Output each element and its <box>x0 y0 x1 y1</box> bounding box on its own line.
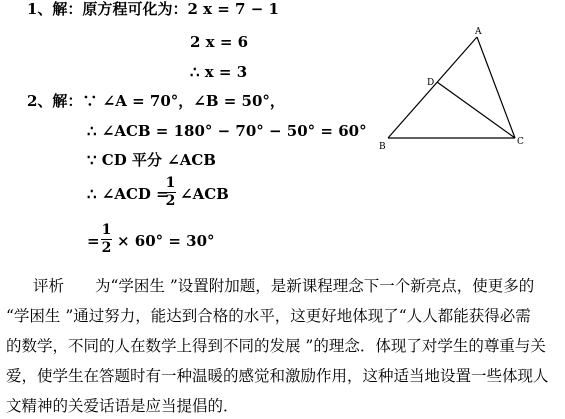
acd-equation-suffix: ∠ACB <box>180 185 229 203</box>
solution-1-line-1: 1、解：原方程可化为：2 x = 7 − 1 <box>27 0 279 18</box>
result-equation-prefix: = <box>87 232 100 250</box>
solution-1-line-2: 2 x = 6 <box>190 33 249 51</box>
vertex-label-c: C <box>517 137 524 147</box>
commentary-line-1: 评析 为“学困生 ”设置附加题，是新课程理念下一个新亮点，使更多的 <box>33 277 535 295</box>
fraction-numerator: 1 <box>165 175 176 191</box>
point-label-d: D <box>427 78 435 88</box>
solution-2-line-1: 2、解：∵ ∠A = 70°，∠B = 50°， <box>27 92 285 110</box>
triangle-figure <box>375 22 545 157</box>
fraction-denominator: 2 <box>101 240 112 256</box>
fraction-denominator: 2 <box>165 193 176 209</box>
fraction-numerator: 1 <box>101 222 112 238</box>
commentary-line-2: “学困生 ”通过努力，能达到合格的水平，这更好地体现了“人人都能获得必需 <box>6 307 531 325</box>
side-ca <box>477 37 515 138</box>
commentary-line-3: 的数学，不同的人在数学上得到不同的发展 ”的理念．体现了对学生的尊重与关 <box>6 337 546 355</box>
solution-2-line-2: ∴ ∠ACB = 180° − 70° − 50° = 60° <box>87 122 367 140</box>
vertex-label-a: A <box>475 27 482 37</box>
commentary-line-5: 文精神的关爱话语是应当提倡的． <box>6 397 239 415</box>
solution-2-line-3: ∵ CD 平分 ∠ACB <box>87 151 216 169</box>
result-equation-suffix: × 60° = 30° <box>117 232 215 250</box>
acd-equation-prefix: ∴ ∠ACD = <box>87 185 169 203</box>
vertex-label-b: B <box>379 142 386 152</box>
fraction-one-half <box>101 223 112 256</box>
bisector-cd <box>437 82 515 138</box>
fraction-one-half <box>165 176 176 209</box>
commentary-line-4: 爱，使学生在答题时有一种温暖的感觉和激励作用，这种适当地设置一些体现人 <box>6 367 549 385</box>
solution-1-line-3: ∴ x = 3 <box>190 63 248 81</box>
